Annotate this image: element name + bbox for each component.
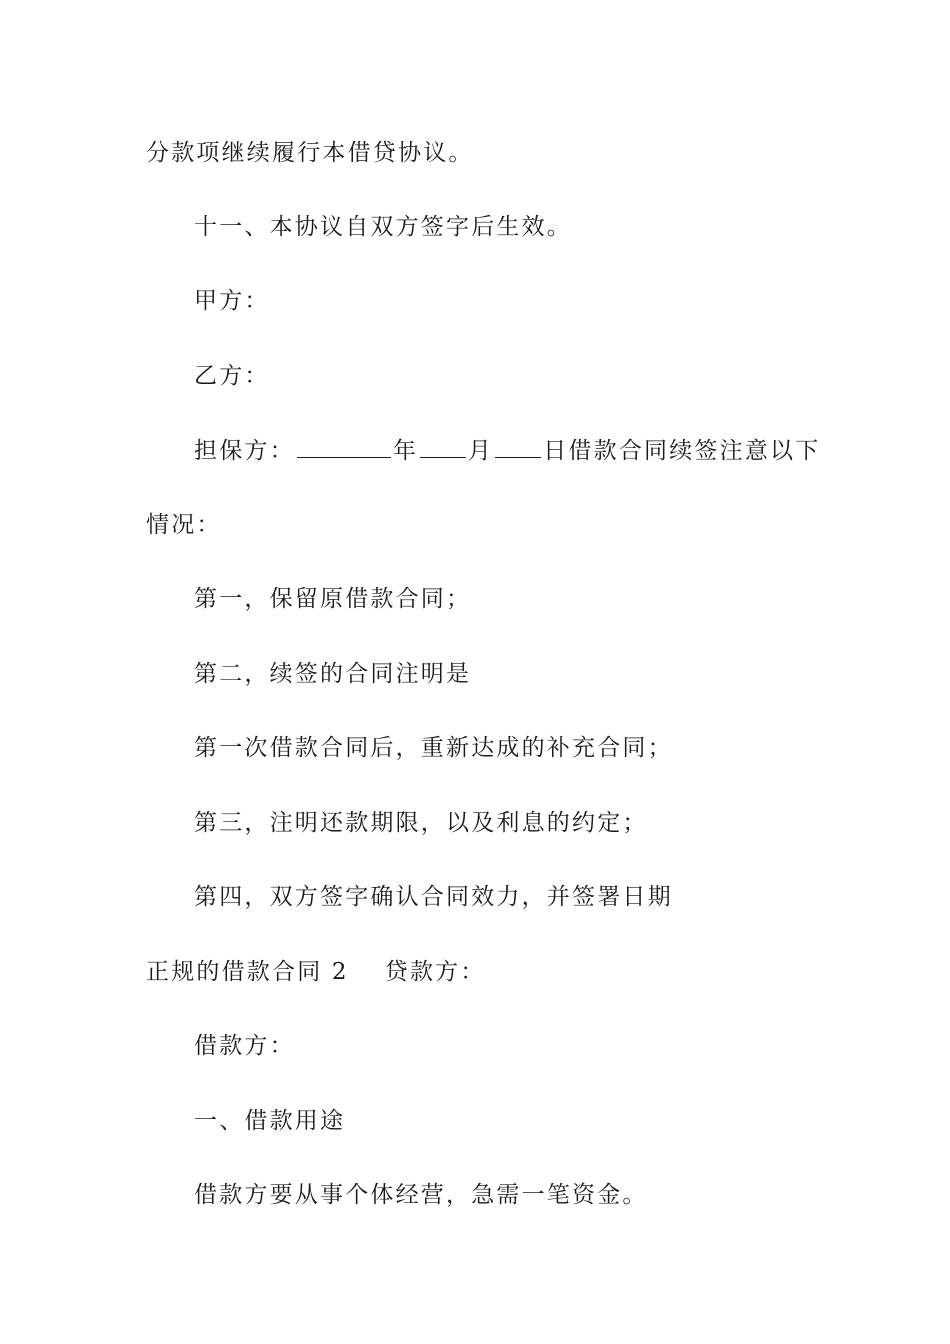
borrower-label: 借款方： <box>194 1033 295 1059</box>
party-b-label: 乙方： <box>194 363 270 389</box>
note-fourth: 第四，双方签字确认合同效力，并签署日期 <box>194 884 673 910</box>
month-label: 月 <box>468 438 494 464</box>
guarantor-date-line <box>194 435 820 466</box>
year-label: 年 <box>392 438 419 464</box>
section-heading: 一、借款用途 <box>194 1108 346 1134</box>
month-blank <box>420 435 466 458</box>
paragraph-line: 借款方要从事个体经营，急需一笔资金。 <box>194 1182 648 1208</box>
day-blank <box>495 435 541 458</box>
lender-label: 贷款方： <box>384 959 486 985</box>
contract-title-line <box>146 957 486 987</box>
year-blank <box>297 435 391 458</box>
day-renewal-text: 日借款合同续签注意以下 <box>543 438 821 464</box>
note-third: 第三，注明还款期限，以及利息的约定； <box>194 810 648 836</box>
note-second-cont: 第一次借款合同后，重新达成的补充合同； <box>194 735 673 761</box>
contract-title: 正规的借款合同 2 <box>146 959 349 985</box>
note-first: 第一，保留原借款合同； <box>194 586 472 612</box>
paragraph-line: 情况： <box>146 512 222 538</box>
note-second: 第二，续签的合同注明是 <box>194 661 472 687</box>
party-a-label: 甲方： <box>194 288 270 314</box>
paragraph-line: 分款项继续履行本借贷协议。 <box>146 140 474 166</box>
clause-eleven: 十一、本协议自双方签字后生效。 <box>194 214 572 240</box>
guarantor-label: 担保方： <box>194 438 295 464</box>
